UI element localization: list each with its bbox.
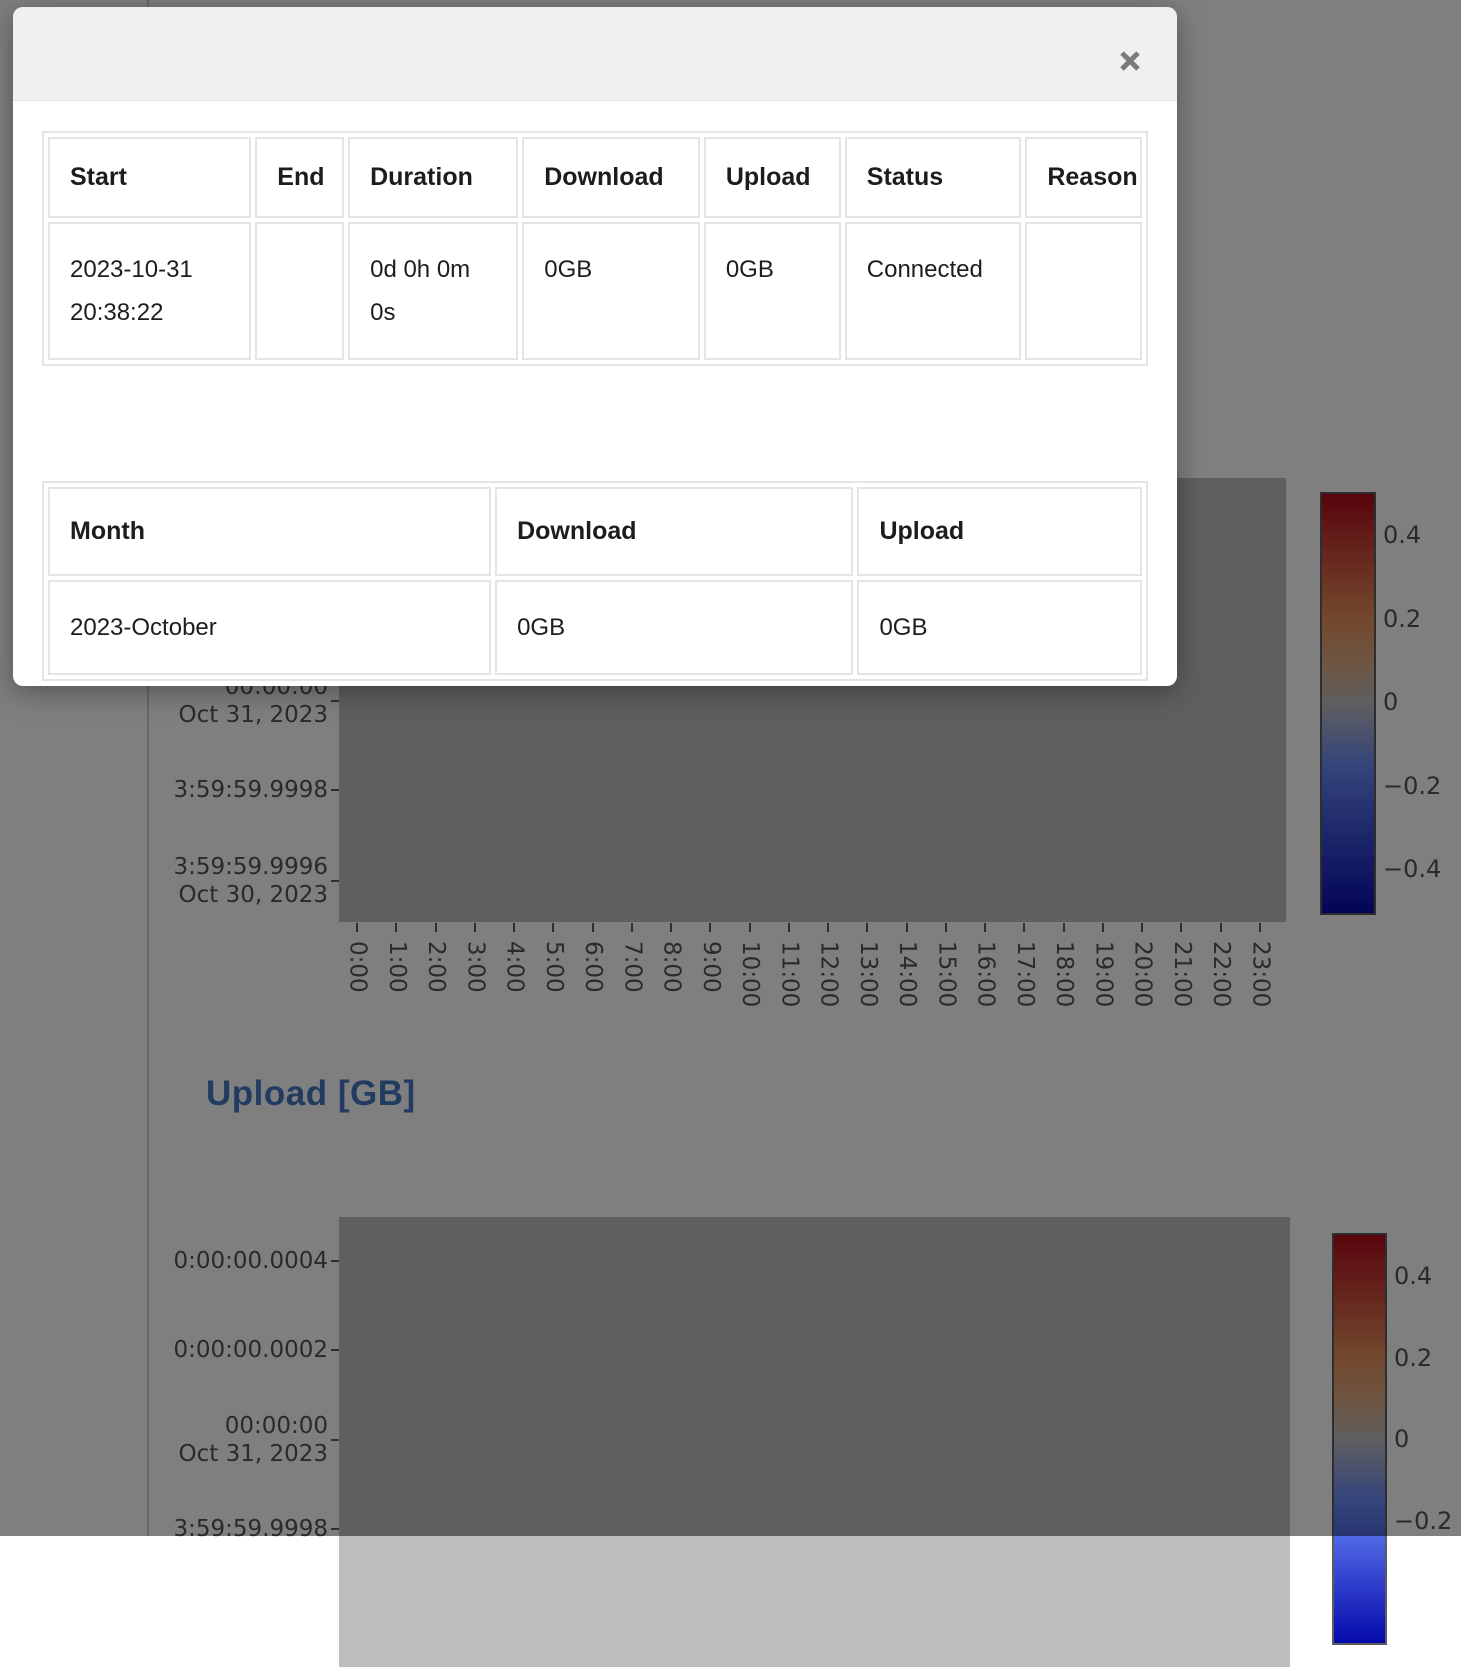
table-cell: 0GB [495, 580, 853, 675]
table-cell: 0GB [522, 222, 700, 360]
column-header: End [255, 137, 344, 218]
table-cell: 0GB [704, 222, 841, 360]
column-header: Upload [704, 137, 841, 218]
table-cell: 0d 0h 0m 0s [348, 222, 518, 360]
column-header: Download [522, 137, 700, 218]
modal-body [13, 101, 1177, 681]
column-header: Month [48, 487, 491, 576]
table-cell: Connected [845, 222, 1022, 360]
monthly-usage-table [42, 481, 1148, 681]
close-icon [1119, 50, 1141, 72]
modal-header [13, 7, 1177, 101]
table-row [48, 580, 1142, 675]
session-table [42, 131, 1148, 366]
table-cell [1025, 222, 1142, 360]
column-header: Duration [348, 137, 518, 218]
table-cell: 2023-October [48, 580, 491, 675]
column-header: Reason [1025, 137, 1142, 218]
column-header: Start [48, 137, 251, 218]
table-cell [255, 222, 344, 360]
column-header: Download [495, 487, 853, 576]
column-header: Status [845, 137, 1022, 218]
table-row [48, 222, 1142, 360]
table-cell: 0GB [857, 580, 1142, 675]
table-cell: 2023-10-31 20:38:22 [48, 222, 251, 360]
close-button[interactable] [1109, 40, 1151, 82]
column-header: Upload [857, 487, 1142, 576]
connection-details-modal [13, 7, 1177, 686]
